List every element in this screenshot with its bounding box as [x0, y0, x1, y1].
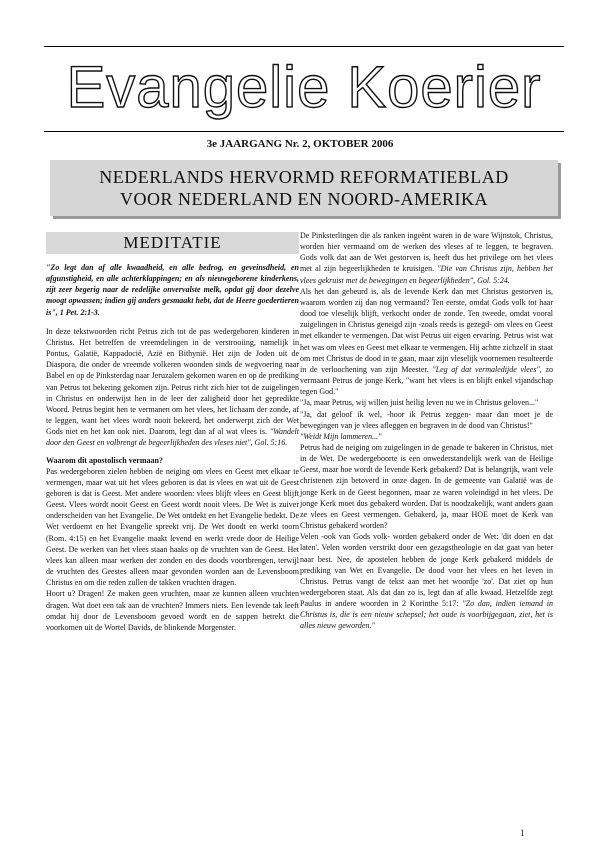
paragraph-dialogue-2: "Ja, dat geloof ik wel, -hoor ik Petrus zeggen- maar dan moet je de bewegingen van je vlees afleggen en begraven in de dood van Christus!": [300, 409, 553, 430]
page-number: 1: [520, 828, 525, 838]
quote-lammeren: "Weidt Mijn lammeren...": [300, 431, 382, 441]
paragraph-wet-evangelie-quote: "Zo dan, indien iemand in Christus is, die is een nieuw schepsel; het oude is voorbijgegaan, ziet, het is alles nieuw geworden.": [300, 599, 554, 631]
left-column: [46, 232, 299, 633]
subheading: Waarom dit apostolisch vermaan?: [46, 455, 163, 465]
paragraph-bakeren: Petrus had de neiging om zuigelingen in de genade te bakeren in Christus, niet in de Wet. De wedergeboorte is een onwederstandelijk werk van de Heilige Geest, maar hoe wordt de levende Kerk gebakerd? Dat is belangrijk, want vele christenen zijn betoverd in onze dagen. In de gemeente van Galatië was de jonge Kerk in de Geest begonnen, maar ze waren voleindigd in het vlees. De jonge Kerk moet dus gebakerd worden. Dat is noodzakelijk, want anders gaan ze vlees en Geest vermengen. Gebakerd, ja, maar HOE moet de Kerk van Christus gebakerd worden?: [300, 442, 553, 531]
opening-quote: "Zo legt dan af alle kwaadheid, en alle bedrog, en geveinsdheid, en afgunstigheid, en alle achterklappingen; en als nieuwgeborene kinderkens, zijt zeer begerig naar de redelijke onvervalste melk, opdat gij door dezelve moogt opwassen; indien gij anders gesmaakt hebt, dat de Heere goedertieren is", 1 Pet. 2:1-3.: [46, 263, 299, 317]
paragraph-law-gospel: Pas wedergeboren zielen hebben de neiging om vlees en Geest met elkaar te vermengen, maar wat uit het vlees geboren is dat is vlees en wat uit de Geest geboren is dat is Geest. Met andere woorden: vlees blijft vlees en Geest blijft Geest. Vlees wordt nooit Geest en Geest wordt nooit vlees. De Wet is zuiver onderscheiden van het Evangelie. De Wet ontdekt en het Evangelie bedekt. De Wet verdoemt en het Evangelie spreekt vrij. De Wet doodt en werkt toorn (Rom. 4:15) en het Evangelie maakt levend en werkt vrede door de Heilige Geest. De werken van het vlees staan haaks op de vruchten van de Geest. Het vlees kan alleen maar werken der zonden en des doods voortbrengen, terwijl de vruchten des Geestes alleen maar gevonden worden aan de Levensboom Christus en om die reden zullen de takken vruchten dragen.: [46, 466, 299, 588]
right-column: [300, 230, 553, 632]
paragraph-intro: [46, 326, 299, 449]
paragraph-pinksterlingen: [300, 230, 553, 286]
issue-line: 3e JAARGANG Nr. 2, OKTOBER 2006: [206, 138, 394, 150]
subtitle-banner: [50, 160, 558, 216]
paragraph-vermaand-text: Als het dan gebeurd is, als de levende Kerk dan met Christus gestorven is, waarom worden zij dan nog vermaand? Ten eerste, omdat Gods volk tot haar dood toe vleselijk blijft, verkocht onder de zonde. Ten tweede, omdat vooral zuigelingen in Christus geneigd zijn -zoals reeds is gezegd- om vlees en Geest met elkander te vermengen. Dat wist Petrus uit eigen ervaring. Petrus wist wat het was om vlees en Geest met elkaar te vermengen. Hij achtte zichzelf in staat om met Christus de dood in te gaan, maar zijn vleselijk voornemen resulteerde in de verloochening van zijn Meester.: [300, 286, 554, 374]
paragraph-vermaand: [300, 286, 553, 398]
paragraph-intro-text: In deze tekstwoorden richt Petrus zich tot de pas wedergeboren kinderen in Christus. Het betreffen de vreemdelingen in de verstrooiing, namelijk in Pontus, Galatië, Kappadocië, Azië en Bithynië. Het zijn de Joden uit de Diaspora, die onder de vreemde volkeren woonden sinds de wegvoering naar Babel en op de Pinksterdag naar Jeruzalem gekomen waren en op de prediking van Petrus tot bekering gekomen zijn. Petrus richt zich hier tot de zuigelingen in Christus en onderwijst hen in de leer der zaligheid door het gepredikte Woord. Petrus begint hen te vermanen om het vlees, het lichaam der zonde, af te leggen, want het vlees wordt nooit bekeerd, het onderwerpt zich der Wet Gods niet en het kan ook niet. Daarom, legt dan af al wat vlees is.: [46, 326, 299, 437]
masthead: [44, 46, 564, 132]
paragraph-pinksterlingen-text: De Pinksterlingen die als ranken ingeënt waren in de ware Wijnstok, Christus, worden hier vermaand om de werken des vleses af te leggen, te begraven. Gods volk dat aan de Wet gestorven is, heeft dus het privilege om het vlees met al zijn begeerlijkheden te kruisigen.: [300, 231, 553, 274]
paragraph-vermaand-tail: , zo vermaant Petrus de jonge Kerk, "want het vlees is en blijft enkel vijandschap tegen God.": [300, 364, 553, 397]
paragraph-pinksterlingen-quote: "Die van Christus zijn, hebben het vlees gekruist met de bewegingen en begeerlijkheden", Gol. 5:24.: [300, 264, 554, 285]
banner-line-1: NEDERLANDS HERVORMD REFORMATIEBLAD: [99, 167, 509, 187]
section-heading-meditatie: MEDITATIE: [46, 232, 299, 254]
paragraph-fruits: Hoort u? Dragen! Ze maken geen vruchten, maar ze kunnen alleen vruchten dragen. Wat doet een tak aan de vruchten? Immers niets. Een levende tak leeft omdat hij door de Levensboom gevoed wordt en de sappen betrekt die voorkomen uit de Wortel Davids, de blinkende Morgenster.: [46, 589, 299, 632]
paragraph-dialogue-1: "Ja, maar Petrus, wij willen juist heilig leven nu we in Christus geloven...": [300, 398, 539, 408]
paragraph-wet-evangelie: [300, 531, 553, 631]
banner-line-2: VOOR NEDERLAND EN NOORD-AMERIKA: [120, 189, 488, 209]
paragraph-vermaand-quote: "Leg af dat vermaledijde vlees": [432, 364, 540, 374]
masthead-title: Evangelie Koerier: [66, 55, 542, 120]
paragraph-wet-evangelie-text: Velen -ook van Gods volk- worden gebakerd onder de Wet: 'dit doen en dat laten'. Velen worden verstrikt door een gezagstheologie en dat gaat van beter naar best. Nee, de apostelen hebben de jonge Kerk gebakerd middels de prediking van Wet en Evangelie. De dood voor het vlees en het leven in Christus. Petrus vangt de tekst aan met het woordje 'zo'. Dat ziet op hun wedergeboren staat. Als dat dan zo is, legt dan af alle kwaad. Hetzelfde zegt Paulus in andere woorden in 2 Korinthe 5:17:: [300, 532, 553, 609]
paragraph-intro-quote: "Wandelt door den Geest en volbrengt de begeerlijkheden des vleses niet", Gol. 5:16.: [46, 427, 300, 448]
